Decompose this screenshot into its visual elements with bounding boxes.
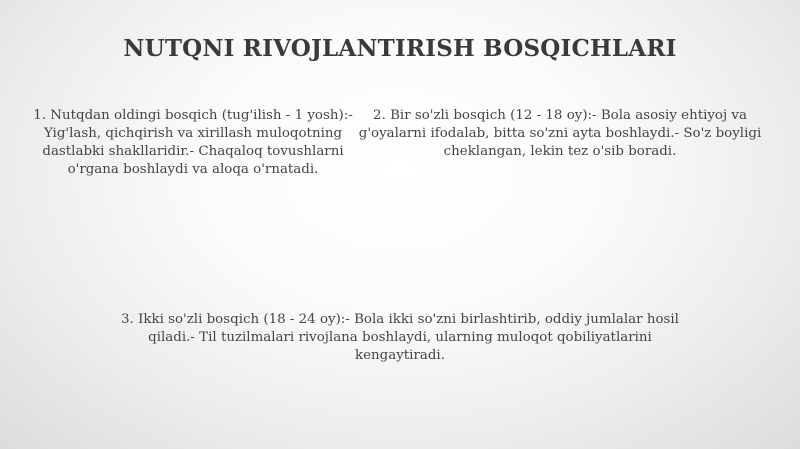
- stage-1-text: 1. Nutqdan oldingi bosqich (tug'ilish - 1 yosh):- Yig'lash, qichqirish va xirillash muloqotning dastlabki shakllaridir.- Chaqaloq tovushlarni o'rgana boshlaydi va aloqa o'rnatadi.: [33, 108, 353, 177]
- stage-3-text: 3. Ikki so'zli bosqich (18 - 24 oy):- Bola ikki so'zni birlashtirib, oddiy jumlalar hosil qiladi.- Til tuzilmalari rivojlana boshlaydi, ularning muloqot qobiliyatlarini kengaytiradi.: [121, 312, 679, 363]
- stage-2-text: 2. Bir so'zli bosqich (12 - 18 oy):- Bola asosiy ehtiyoj va g'oyalarni ifodalab, bitta so'zni ayta boshlaydi.- So'z boyligi cheklangan, lekin tez o'sib boradi.: [358, 108, 762, 159]
- slide-title: NUTQNI RIVOJLANTIRISH BOSQICHLARI: [123, 35, 677, 62]
